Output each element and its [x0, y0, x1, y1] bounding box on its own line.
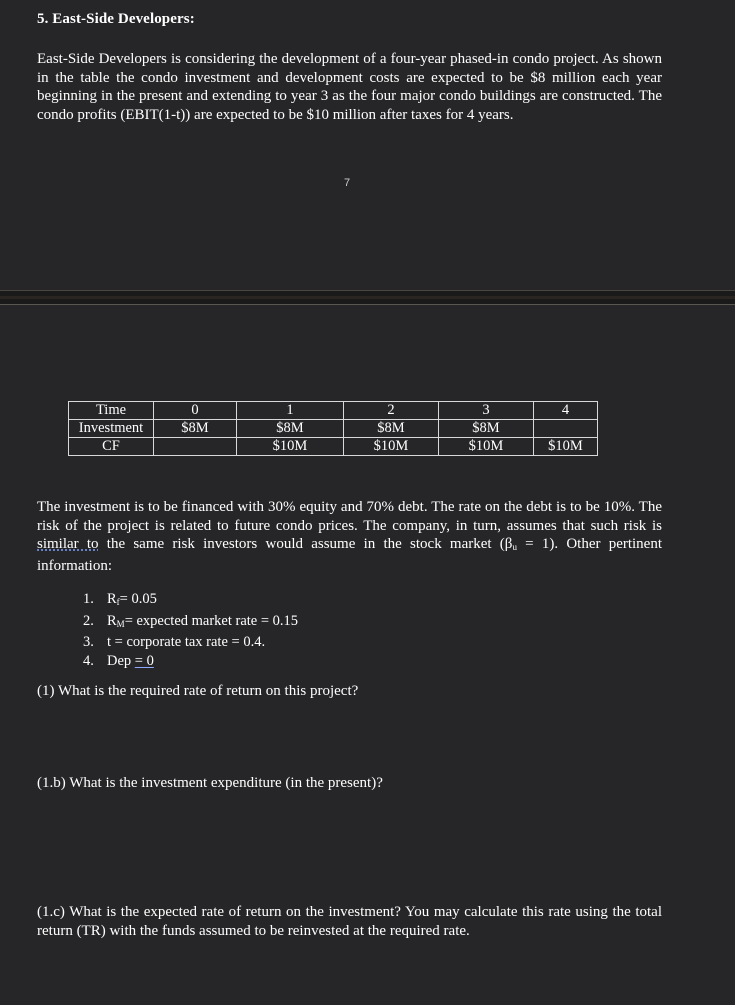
table-row-time [69, 402, 598, 420]
similar-to-phrase: similar to [37, 536, 99, 552]
list-item [83, 612, 298, 634]
item-number: 2. [83, 612, 94, 629]
table-cell [154, 438, 237, 456]
question-1b: (1.b) What is the investment expenditure (in the present)? [37, 775, 383, 791]
table-cell: $10M [344, 438, 439, 456]
row-label: Time [69, 402, 154, 420]
intro-paragraph: East-Side Developers is considering the development of a four-year phased-in condo project. As shown in the table the condo investment and development costs are expected to be $8 million each year beginning in the present and extending to year 3 as the four major condo buildings are constructed. The condo profits (EBIT(1-t)) are expected to be $10 million after taxes for 4 years. [37, 51, 662, 123]
table-cell: 1 [237, 402, 344, 420]
table-cell: 4 [534, 402, 598, 420]
table-cell: $8M [344, 420, 439, 438]
info-list [83, 590, 298, 670]
list-item [83, 633, 298, 652]
table-row-cf [69, 438, 598, 456]
financing-paragraph [37, 498, 662, 575]
item-text: R [107, 612, 117, 629]
financing-text-2: the same risk investors would assume in the stock market (β [98, 536, 513, 552]
item-text: Dep [107, 652, 135, 669]
item-subscript: M [116, 618, 125, 629]
item-text: = 0 [134, 652, 154, 669]
table-cell: 3 [439, 402, 534, 420]
item-text: R [107, 591, 117, 607]
table-cell: $8M [154, 420, 237, 438]
table-cell: 2 [344, 402, 439, 420]
item-number: 4. [83, 652, 94, 669]
item-number: 1. [83, 591, 94, 607]
problem-heading: 5. East-Side Developers: [37, 11, 195, 27]
page-separator [0, 290, 735, 305]
table-row-investment [69, 420, 598, 438]
page-top-section [0, 0, 735, 290]
list-item [83, 652, 298, 671]
table-cell [534, 420, 598, 438]
table-cell: $8M [237, 420, 344, 438]
list-item [83, 590, 298, 612]
item-subscript: f [116, 597, 120, 607]
table-cell: $10M [534, 438, 598, 456]
item-text: t = corporate tax rate = 0.4. [107, 634, 266, 650]
table-cell: $8M [439, 420, 534, 438]
item-text: = 0.05 [119, 591, 157, 607]
item-text: = expected market rate = 0.15 [124, 612, 299, 629]
investment-table [68, 401, 598, 456]
page-bottom-section [0, 305, 735, 1005]
table-cell: 0 [154, 402, 237, 420]
question-1c: (1.c) What is the expected rate of return on the investment? You may calculate this rate using the total return (TR) with the funds assumed to be reinvested at the required rate. [37, 904, 662, 939]
page-number: 7 [344, 177, 351, 189]
beta-subscript: u [512, 542, 517, 552]
financing-text-1: The investment is to be financed with 30% equity and 70% debt. The rate on the debt is to be 10%. The risk of the project is related to future condo prices. The company, in turn, assumes that such risk is [37, 499, 662, 534]
item-number: 3. [83, 634, 94, 650]
financing-text-3: = 1). Other pertinent information: [37, 536, 663, 574]
table-cell: $10M [439, 438, 534, 456]
row-label: Investment [69, 420, 154, 438]
row-label: CF [69, 438, 154, 456]
table-cell: $10M [237, 438, 344, 456]
question-1: (1) What is the required rate of return on this project? [37, 683, 359, 699]
